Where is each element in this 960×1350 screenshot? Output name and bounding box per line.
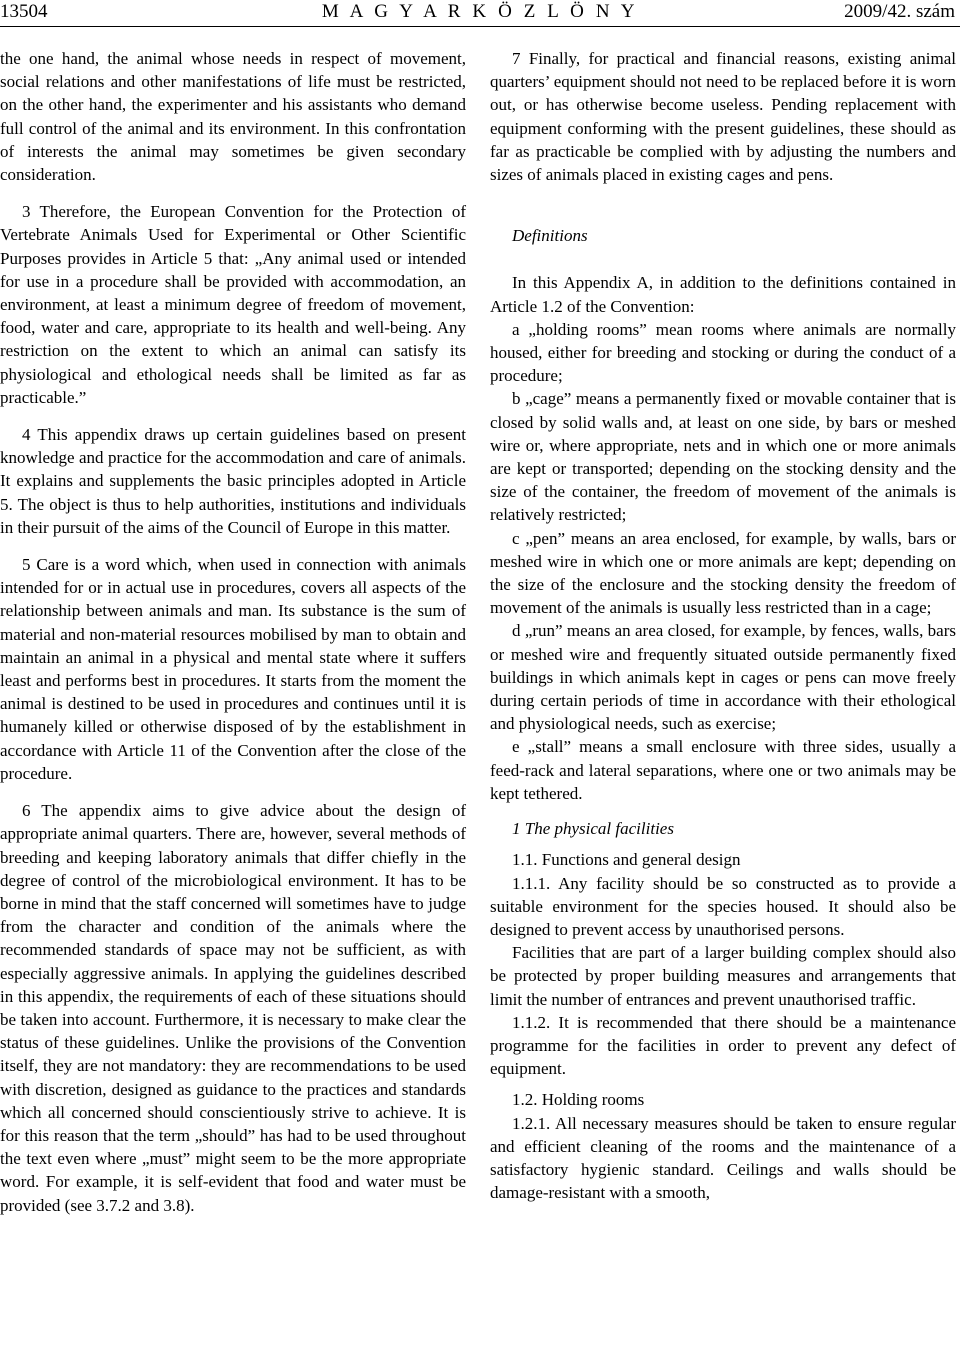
definitions-intro: In this Appendix A, in addition to the definitions contained in Article 1.2 of the Convention:: [490, 273, 956, 316]
issue-number: 2009/42. szám: [844, 1, 955, 22]
section-1-heading: 1 The physical facilities: [512, 819, 674, 839]
paragraph-5: 5 Care is a word which, when used in connection with animals intended for or in actual use in procedures, covers all aspects of the relationship between animals and man. Its substance is the sum of material and non-material resources mobilised by man to obtain and maintain an animal in a physical and mental state where it suffers least and performs best in procedures. It starts from the moment the animal is destined to be used in procedures and continues until it is humanely killed or otherwise disposed of by the establishment in accordance with Article 11 of the Convention after the close of the procedure.: [0, 555, 466, 783]
definition-c: c „pen” means an area enclosed, for example, by walls, bars or meshed wire in which one or more animals are kept; depending on the size of the enclosure and the stocking density the freedom of movement of the animals is usually less restricted than in a cage;: [490, 528, 956, 618]
definition-b: b „cage” means a permanently fixed or movable container that is closed by solid walls and, at least on one side, by bars or meshed wire or, where appropriate, nets and in which one or more animals are kept or transported; depending on the stocking density and the size of the container, the freedom of movement of the animals is relatively restricted;: [490, 389, 956, 525]
section-1-1-1-continued: Facilities that are part of a larger building complex should also be protected by proper building measures and arrangements that limit the number of entrances and prevent unauthorised traffic.: [490, 943, 956, 1009]
page-number: 13504: [0, 1, 48, 22]
paragraph-7: 7 Finally, for practical and financial reasons, existing animal quarters’ equipment should not need to be replaced before it is worn out, or has otherwise become useless. Pending replacement with equipment conforming with the present guidelines, these should as far as practicable be complied with by adjusting the numbers and sizes of animals placed in existing cages and pens.: [490, 49, 956, 185]
definitions-heading: Definitions: [512, 226, 588, 246]
left-column: [0, 47, 466, 1217]
definition-d: d „run” means an area closed, for example, by fences, walls, bars or meshed wire and frequently situated outside permanently fixed buildings in which animals kept in cages or pens can move freely during certain periods of time in accordance with their ethological and physiological needs, such as exercise;: [490, 621, 956, 734]
header-rule: [0, 26, 960, 27]
definition-e: e „stall” means a small enclosure with three sides, usually a feed-rack and lateral separations, where one or two animals may be kept tethered.: [490, 737, 956, 803]
right-column: [490, 47, 956, 1204]
page-header: [0, 0, 960, 28]
journal-title: M A G Y A R K Ö Z L Ö N Y: [321, 1, 639, 22]
section-1-1-heading: 1.1. Functions and general design: [512, 850, 741, 870]
paragraph-continued: the one hand, the animal whose needs in respect of movement, social relations and other manifestations of life must be restricted, on the other hand, the experimenter and his assistants who demand full control of the animal and its environment. In this confrontation of interests the animal may sometimes be given secondary consideration.: [0, 49, 466, 185]
section-1-2-heading: 1.2. Holding rooms: [512, 1090, 645, 1110]
paragraph-3: 3 Therefore, the European Convention for the Protection of Vertebrate Animals Used for Experimental or Other Scientific Purposes provides in Article 5 that: „Any animal used or intended for use in a procedure shall be provided with accommodation, an environment, at least a minimum degree of freedom of movement, food, water and care, appropriate to its health and well-being. Any restriction on the extent to which an animal can satisfy its physiological and ethological needs shall be limited as far as practicable.”: [0, 202, 466, 407]
definition-a: a „holding rooms” mean rooms where animals are normally housed, either for breeding and stocking or during the conduct of a procedure;: [490, 319, 956, 386]
section-1-1-1: 1.1.1. Any facility should be so constructed as to provide a suitable environment for the species housed. It should also be designed to prevent access by unauthorised persons.: [490, 873, 956, 939]
paragraph-4: 4 This appendix draws up certain guidelines based on present knowledge and practice for the accommodation and care of animals. It explains and supplements the basic principles adopted in Article 5. The object is thus to help authorities, institutions and individuals in their pursuit of the aims of the Council of Europe in this matter.: [0, 425, 466, 537]
section-1-2-1: 1.2.1. All necessary measures should be taken to ensure regular and efficient cleaning of the rooms and the maintenance of a satisfactory hygienic standard. Ceilings and walls should be damage-resistant with a smooth,: [490, 1113, 956, 1203]
section-1-1-2: 1.1.2. It is recommended that there should be a maintenance programme for the facilities in order to prevent any defect of equipment.: [490, 1012, 956, 1079]
paragraph-6: 6 The appendix aims to give advice about the design of appropriate animal quarters. There are, however, several methods of breeding and keeping laboratory animals that differ chiefly in the degree of control of the microbiological environment. It has to be borne in mind that the staff concerned will sometimes have to judge from the character and condition of the animals where the recommended standards of space may not be sufficient, as with especially aggressive animals. In applying the guidelines described in this appendix, the requirements of each of these situations should be taken into account. Furthermore, it is necessary to make clear the status of these guidelines. Unlike the provisions of the Convention itself, they are not mandatory: they are recommendations to be used with discretion, designed as guidance to the practices and standards which all concerned should conscientiously strive to achieve. It is for this reason that the term „should” has had to be used throughout the text even where „must” might seem to be the more appropriate word. For example, it is self-evident that food and water must be provided (see 3.7.2 and 3.8).: [0, 801, 466, 1215]
